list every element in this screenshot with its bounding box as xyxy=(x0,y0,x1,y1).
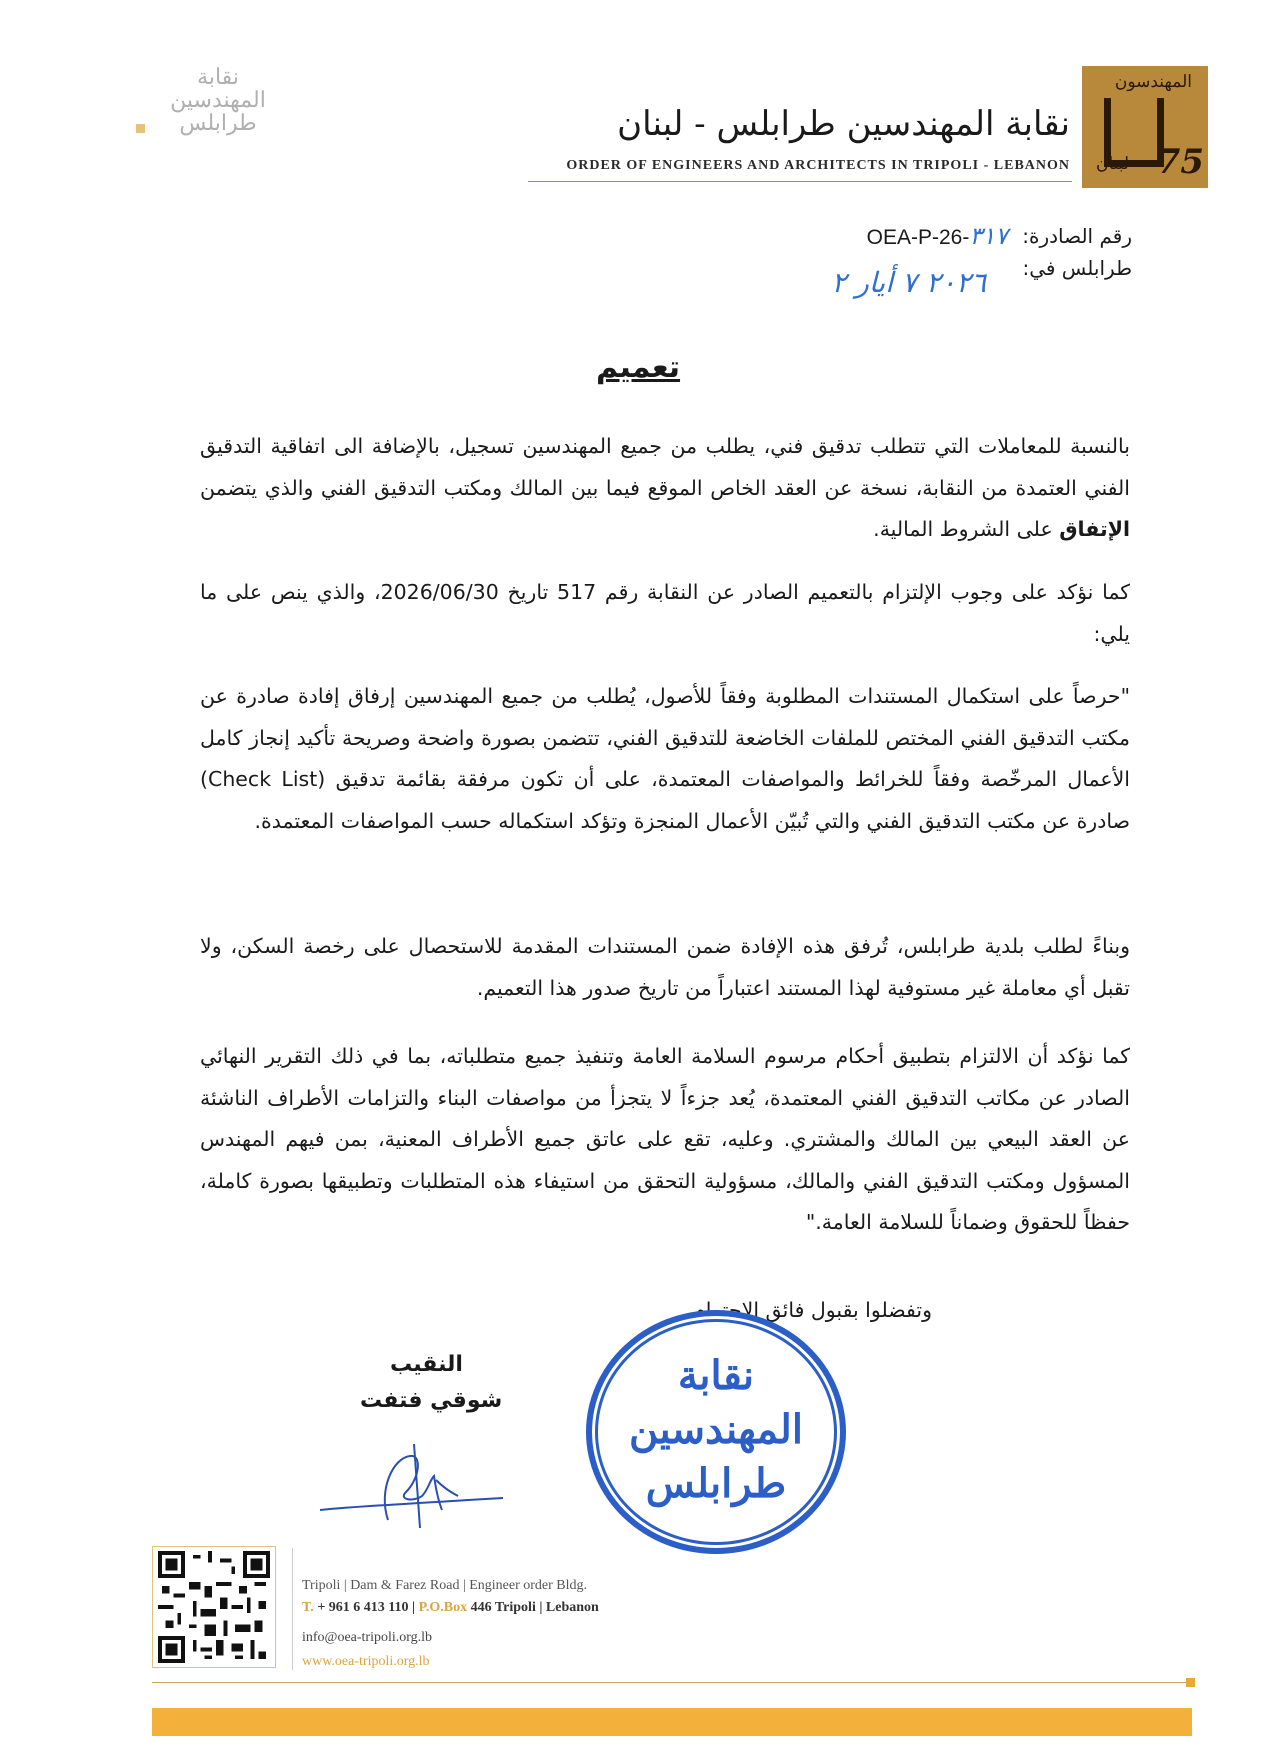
paragraph-1-text: بالنسبة للمعاملات التي تتطلب تدقيق فني، يطلب من جميع المهندسين تسجيل، بالإضافة الى اتفاقية التدقيق الفني العتمدة من النقابة، نسخة عن العقد الخاص الموقع فيما بين المالك ومكتب التدقيق الفني والذي يتضمن xyxy=(200,434,1130,500)
phone-label: T. xyxy=(302,1600,314,1615)
ref-handwritten: ٣١٧ xyxy=(969,222,1008,250)
ref-label: رقم الصادرة: xyxy=(1022,224,1132,248)
footer-band xyxy=(152,1708,1192,1736)
paragraph-4: كما نؤكد أن الالتزام بتطبيق أحكام مرسوم السلامة العامة وتنفيذ جميع متطلباته، بما في ذلك التقرير النهائي الصادر عن مكاتب التدقيق الفني المعتمدة، يُعد جزءاً لا يتجزأ من مواصفات البناء والتزامات الأطراف الناشئة عن العقد البيعي بين المالك والمشتري. وعليه، تقع على عاتق جميع الأطراف المعنية، بمن فيهم المهندس المسؤول ومكتب التدقيق الفني والمالك، مسؤولية التحقق من استيفاء هذه المتطلبات وتطبيقها بصورة كاملة، حفظاً للحقوق وضماناً للسلامة العامة." xyxy=(200,1044,1130,1234)
closing-text: وتفضلوا بقبول فائق الاحترام. xyxy=(686,1298,932,1322)
ghost-logo-line: طرابلس xyxy=(179,111,257,137)
footer-email[interactable]: info@oea-tripoli.org.lb xyxy=(302,1630,433,1645)
pobox-label: P.O.Box xyxy=(418,1600,468,1615)
footer-rule xyxy=(152,1682,1192,1683)
org-logo xyxy=(1082,66,1208,188)
stamp-line: طرابلس xyxy=(645,1460,787,1507)
footer-contact: T. + 961 6 413 110 | P.O.Box 446 Tripoli | Lebanon xyxy=(302,1600,599,1615)
logo-number: 75 xyxy=(1156,142,1204,182)
document-title: تعميم xyxy=(595,350,681,385)
paragraph-1 xyxy=(200,426,1130,551)
stamp-line: نقابة xyxy=(677,1352,755,1399)
official-stamp xyxy=(586,1310,846,1554)
signatory-title: النقيب xyxy=(390,1352,463,1377)
logo-text-bottom: لبنان xyxy=(1096,154,1130,174)
handwritten-signature xyxy=(318,1440,508,1534)
footer-divider xyxy=(292,1548,293,1670)
footer-address: Tripoli | Dam & Farez Road | Engineer order Bldg. xyxy=(302,1578,588,1593)
ref-number xyxy=(867,222,1008,250)
date-handwritten: ٢٠٢٦ ٧ أيار ٢ xyxy=(831,266,986,299)
logo-text-top: المهندسون xyxy=(1114,72,1192,92)
decor-square xyxy=(136,124,145,133)
ref-prefix: OEA-P-26- xyxy=(866,226,970,249)
pobox-value: 446 Tripoli | Lebanon xyxy=(470,1600,599,1615)
paragraph-3: وبناءً لطلب بلدية طرابلس، تُرفق هذه الإفادة ضمن المستندات المقدمة للاستحصال على رخصة السكن، ولا تقبل أي معاملة غير مستوفية لهذا المستند اعتباراً من تاريخ صدور هذا التعميم. xyxy=(200,934,1130,1000)
signatory-name: شوقي فتفت xyxy=(360,1388,503,1413)
paragraph-1-bold: الإتفاق xyxy=(1059,517,1130,541)
paragraph-2: كما نؤكد على وجوب الإلتزام بالتعميم الصادر عن النقابة رقم 517 تاريخ 2026/06/30، والذي ينص على ما يلي: xyxy=(200,580,1130,646)
phone-number: + 961 6 413 110 xyxy=(317,1600,409,1615)
ghost-logo-line: نقابة xyxy=(197,65,239,90)
header-divider xyxy=(528,181,1072,182)
org-name-english: ORDER OF ENGINEERS AND ARCHITECTS IN TRIPOLI - LEBANON xyxy=(566,158,1070,173)
ghost-logo-line: المهندسين xyxy=(170,88,266,114)
paragraph-quote: "حرصاً على استكمال المستندات المطلوبة وفقاً للأصول، يُطلب من جميع المهندسين إرفاق إفادة صادرة عن مكتب التدقيق الفني المختص للملفات الخاضعة للتدقيق الفني، تتضمن بصورة واضحة وصريحة تأكيد إنجاز كامل الأعمال المرخّصة وفقاً للخرائط والمواصفات المعتمدة، على أن تكون مرفقة بقائمة تدقيق (Check List) صادرة عن مكتب التدقيق الفني والتي تُبيّن الأعمال المنجزة وتؤكد استكماله حسب المواصفات المعتمدة. xyxy=(200,684,1130,833)
qr-code xyxy=(152,1546,276,1668)
org-name-arabic: نقابة المهندسين طرابلس - لبنان xyxy=(617,104,1070,144)
ghost-watermark-logo xyxy=(138,66,298,135)
stamp-line: المهندسين xyxy=(629,1406,803,1453)
paragraph-1-end: على الشروط المالية. xyxy=(873,517,1053,541)
date-label: طرابلس في: xyxy=(1022,256,1132,280)
decor-square xyxy=(1186,1678,1195,1687)
footer-website[interactable]: www.oea-tripoli.org.lb xyxy=(302,1654,430,1669)
